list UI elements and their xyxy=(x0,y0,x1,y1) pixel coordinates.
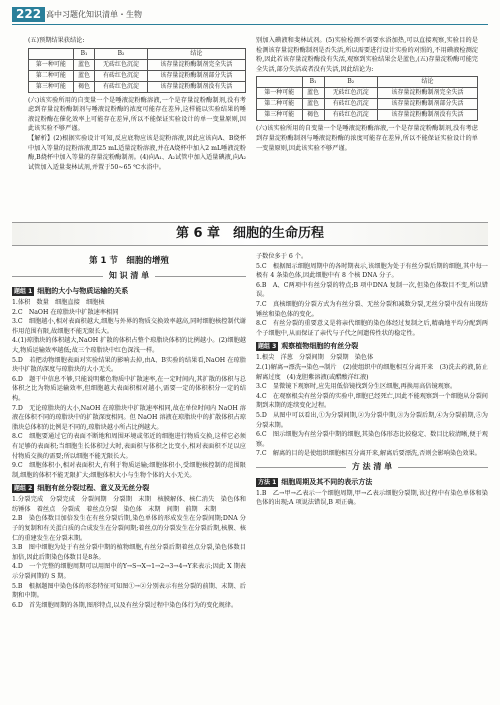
answer-line: 7.C 解离的目的是使组织细胞相互分离开来,解离后要漂洗,否则会影响染色效果。 xyxy=(256,450,481,458)
table-header-row xyxy=(29,48,246,59)
page-number: 222 xyxy=(12,7,45,22)
table-header-cell xyxy=(257,77,303,88)
banner-label: 知 识 清 单 xyxy=(103,271,155,280)
knowledge-list-banner xyxy=(12,270,246,282)
table-cell: 蓝色 xyxy=(73,70,95,81)
table-header-cell: B₁ xyxy=(302,77,324,88)
answer-line: 1.体积 数量 细胞直接 细胞核 xyxy=(12,299,105,306)
table-row xyxy=(257,88,478,99)
answer-line: 6.B A、C两项中有丝分裂的特点;B 项中DNA 复制一次,但染色体数目不变,所以错误。 xyxy=(256,281,488,299)
table-cell: 无砖红色沉淀 xyxy=(95,59,147,70)
table-cell: 蓝色 xyxy=(302,88,324,99)
analysis-paragraph: 【解析】(2)根据实验设计可知,反应底物应该是淀粉溶液,因此应该向A、B烧杯中加入等量的淀粉溶液,即25 mL适量淀粉溶液,并在A烧杯中加入2 mL唾液淀粉酶,B烧杯中加入等量的存量淀粉酶制剂。(4)向A₁、A₂试管中加入适量碘液,向A₂试管加入适量斐林试剂,并置于50~65 ℃水浴中。 xyxy=(28,134,246,171)
table-cell: 该存量淀粉酶制剂没有失活 xyxy=(147,81,245,92)
topic-tag: 题组 3 xyxy=(258,343,277,351)
table-cell: 该存量淀粉酶制剂部分失活 xyxy=(377,99,477,110)
table-cell: 该存量淀粉酶制剂部分失活 xyxy=(147,70,245,81)
answer-line: 5.D 从图中可以看出,①为分裂间期,②为分裂中期,③为分裂后期,④为分裂前期,⑤为分裂末期。 xyxy=(256,411,488,429)
answer-line: 4.(1)琼脂块的体积越大,NaOH 扩散的体积占整个琼脂块体积的比例越小。(2)细胞越大,物质运输效率越低;故三个琼脂块中红色深浅一样。 xyxy=(12,337,246,354)
table-cell: 有砖红色沉淀 xyxy=(324,110,377,121)
topic-title: 观察植物细胞的有丝分裂 xyxy=(281,342,359,351)
answer-line: 5.C 根据图示细胞周期中的各时期表示,该细胞为处于有丝分裂后期的细胞,其中每一极有 4 条染色体,因此细胞中有 8 个核 DNA 分子。 xyxy=(256,262,488,280)
table-row xyxy=(29,70,246,81)
topic-tag: 题组 1 xyxy=(14,288,33,295)
topic-tag: 题组 2 xyxy=(14,485,33,493)
table-header-cell: 结论 xyxy=(377,77,477,88)
left-bottom-column xyxy=(12,252,246,610)
table-row xyxy=(257,99,478,110)
result-table-right xyxy=(256,76,478,121)
answer-line: 2.(1)解离→漂洗→染色→制片 (2)使组织中的细胞相互分离开来 (3)洗去药液,防止解离过度 (4)龙胆紫溶液(或醋酸洋红液) xyxy=(256,363,488,381)
method-heading xyxy=(256,477,488,487)
answer-line: 3.C 细胞越小,相对表面积越大,细胞与外界的物质交换效率越高,同时细胞核控制代谢作用范围有限,故细胞不能无限长大。 xyxy=(12,318,246,335)
method-list-banner xyxy=(256,461,488,473)
answer-line: 4.D 一个完整的细胞周期可以用图中的Y→S→X→1→2→3→4→Y来表示;因此 X 期表示分裂间期的 S 期。 xyxy=(12,563,246,581)
table-header-row xyxy=(257,77,478,88)
table-header-cell: B₁ xyxy=(73,48,95,59)
table-cell: 第三种可能 xyxy=(257,110,303,121)
table-cell: 有砖红色沉淀 xyxy=(95,81,147,92)
banner-label: 方 法 清 单 xyxy=(346,462,398,471)
table-cell: 该存量淀粉酶制剂完全失活 xyxy=(377,88,477,99)
table-cell: 有砖红色沉淀 xyxy=(324,99,377,110)
answer-line: 6.C 图示细胞为有丝分裂中期的细胞,其染色体形态比较稳定、数目比较清晰,便于观察。 xyxy=(256,431,488,448)
answer-line: 3.C 显微镜下观察时,应先用低倍镜找到分生区细胞,再换用高倍镜观察。 xyxy=(256,383,457,391)
book-title: 高中习题化知识清单・生物 xyxy=(46,10,142,19)
table-cell: 褐色 xyxy=(73,81,95,92)
answer-line: 子数位多于 6 个。 xyxy=(256,253,308,260)
table-row xyxy=(29,81,246,92)
answer-line: 6.D 首先细胞周期的各期,图形特点,以及有丝分裂过程中染色体行为的变化规律。 xyxy=(12,601,238,609)
chapter-title: 第 6 章 细胞的生命历程 xyxy=(12,222,488,246)
answer-line: 5.D 若把动物细胞表面对实验结果的影响去掉,由A、B实验的结果看,NaOH 在琼脂块中扩散的深度与琼脂块的大小无关。 xyxy=(12,356,246,374)
analysis-continuation: 别加入碘液和斐林试剂。(5)实验检测不需要水浴加热,可以直接观察,实验目的是检测该存量淀粉酶制剂是否失活,所以需要进行设计实验的对照的,不用碘液检测淀粉,因此若该存量淀粉酶没有失活,观察到实验结果会是蓝色,(五)存量淀粉酶可能完全失活,部分失活或者没有失活,因此结论为: xyxy=(256,37,478,73)
answer-line: 1.分裂完成 分裂完成 分裂间期 分裂期 末期 核膜解体、核仁消失 染色体和纺锤体 着丝点 分裂成 着丝点分裂 染色体 末期 间期 前期 末期 xyxy=(12,496,246,513)
table-header-cell: 结论 xyxy=(147,48,245,59)
table-cell: 该存量淀粉酶制剂完全失活 xyxy=(147,59,245,70)
table-cell: 该存量淀粉酶制剂没有失活 xyxy=(377,110,477,121)
answer-line: 2.C NaOH 在琼脂块中扩散速率相同 xyxy=(12,308,119,316)
result-table-left xyxy=(28,48,246,93)
method-tag: 方法 1 xyxy=(258,478,277,486)
answer-line: 4.C 在观察根尖有丝分裂的实验中,细胞已经死亡,因此不能观察到一个细胞从分裂间期到末期的连续变化过程。 xyxy=(256,392,488,410)
answer-line: 8.C 细胞要通过它的表面不断地和周围环境或邻近的细胞进行物质交换,这样它必须有足够的表面积;当细胞生长体积过大时,表面积与体积之比变小,相对表面积不足以应付物质交换的需要;所以细胞不能无限长大。 xyxy=(12,433,246,460)
answer-line: 6.D 题干中信息不够,只能说明紫色物质中扩散速率,在一定时间内,其扩散的体积与总体积之比为物质运输效率,但细胞越大表面积相对越小,需要一定的体积积分一定的结构。 xyxy=(12,375,246,402)
section-title: 第 1 节 细胞的增殖 xyxy=(89,256,169,266)
table-header-cell: B₂ xyxy=(324,77,377,88)
topic-title: 细胞的大小与物质运输的关系 xyxy=(37,287,129,295)
method-title: 细胞周期及其不同的表示方法 xyxy=(281,477,373,486)
right-bottom-column xyxy=(256,252,488,508)
answer-line: 1.B 乙→甲→乙表示一个细胞周期,甲→乙表示细胞分裂期,该过程中有染色单体和染色体的出现;A 项说法错误,B 项正确。 xyxy=(256,489,488,507)
answer-line: 9.C 细胞体积小,相对表面积大,有利于物质运输;细胞体积小,受细胞核控制的范围限制,细胞的体积不能无限扩大;细胞体积大小与生物个体的大小无关。 xyxy=(12,462,246,479)
topic-heading xyxy=(256,341,488,351)
answer-line: 8.C 有丝分裂的重要意义是将亲代细胞的染色体经过复制之后,精确地平均分配到两个子细胞中,从而保证了亲代与子代之间遗传性状的稳定性。 xyxy=(256,320,488,337)
table-cell: 第二种可能 xyxy=(29,70,74,81)
result-heading: (五)预期结果获结论: xyxy=(28,37,85,44)
answer-line: 3.B 图中细胞为处于有丝分裂中期的植物细胞,有丝分裂后期着丝点分裂,染色体数目加倍,因此后期染色体数目是8条。 xyxy=(12,544,246,561)
table-header-cell: B₂ xyxy=(95,48,147,59)
table-row xyxy=(29,59,246,70)
table-cell: 蓝色 xyxy=(302,99,324,110)
table-cell: 第三种可能 xyxy=(29,81,74,92)
topic-title: 细胞有丝分裂过程、意义及无丝分裂 xyxy=(37,484,150,493)
table-header-cell xyxy=(29,48,74,59)
answer-line: 5.B 根据题图中染色体的形态特征可知图①→②分别表示有丝分裂的前期、末期、后期和中期。 xyxy=(12,582,246,600)
conclusion-paragraph: (六)该实验所用的自变量一个是唾液淀粉酶溶液,一个是存量淀粉酶制剂,没有考虑到存量淀粉酶制剂与唾液淀粉酶的浓度可能存在差异,所以不能保证实验设计的单一变量原则,因此该实验不够严谨。 xyxy=(256,125,478,152)
table-cell: 褐色 xyxy=(302,110,324,121)
conclusion-paragraph: (六)该实验所用的自变量一个是唾液淀粉酶溶液,一个是存量淀粉酶制剂,没有考虑到存量淀粉酶制剂与唾液淀粉酶的浓度可能存在差异,这样能以实验结果的唾液淀粉酶在催化效率上可能存在差异,所以不能保证实验设计的单一变量原则,因此该实验不够严谨。 xyxy=(28,96,246,133)
answer-line: 2.B 染色体数目加倍发生在有丝分裂后期,染色单体的形成发生在分裂间期;DNA 分子的复制和有关蛋白质的合成发生在分裂间期;着丝点的分裂发生在分裂后期,核膜、核仁的重建发生在分裂末期。 xyxy=(12,515,246,542)
page-header xyxy=(12,6,488,25)
right-top-column xyxy=(256,36,478,153)
topic-heading xyxy=(12,483,246,493)
table-row xyxy=(257,110,478,121)
topic-heading xyxy=(12,286,246,296)
table-cell: 第一种可能 xyxy=(29,59,74,70)
answer-line: 7.D 无论琼脂块的大小,NaOH 在琼脂块中扩散速率相同,故在单位时间内 NaOH 溶液在体积不同的琼脂块中的扩散深度相同。但 NaOH 溶液在琼脂块中的扩散体积占琼脂块总体积的比例是不同的,琼脂块越小所占比例越大。 xyxy=(12,404,246,431)
table-cell: 第一种可能 xyxy=(257,88,303,99)
answer-line: 7.C 真核细胞的分裂方式为有丝分裂、无丝分裂和减数分裂,无丝分裂中没有出现纺锤丝和染色体的变化。 xyxy=(256,300,488,318)
table-cell: 蓝色 xyxy=(73,59,95,70)
table-cell: 第二种可能 xyxy=(257,99,303,110)
answer-line: 1.根尖 洋葱 分裂间期 分裂期 染色体 xyxy=(256,354,374,362)
table-cell: 有砖红色沉淀 xyxy=(95,70,147,81)
left-top-column xyxy=(28,36,246,172)
table-cell: 无砖红色沉淀 xyxy=(324,88,377,99)
